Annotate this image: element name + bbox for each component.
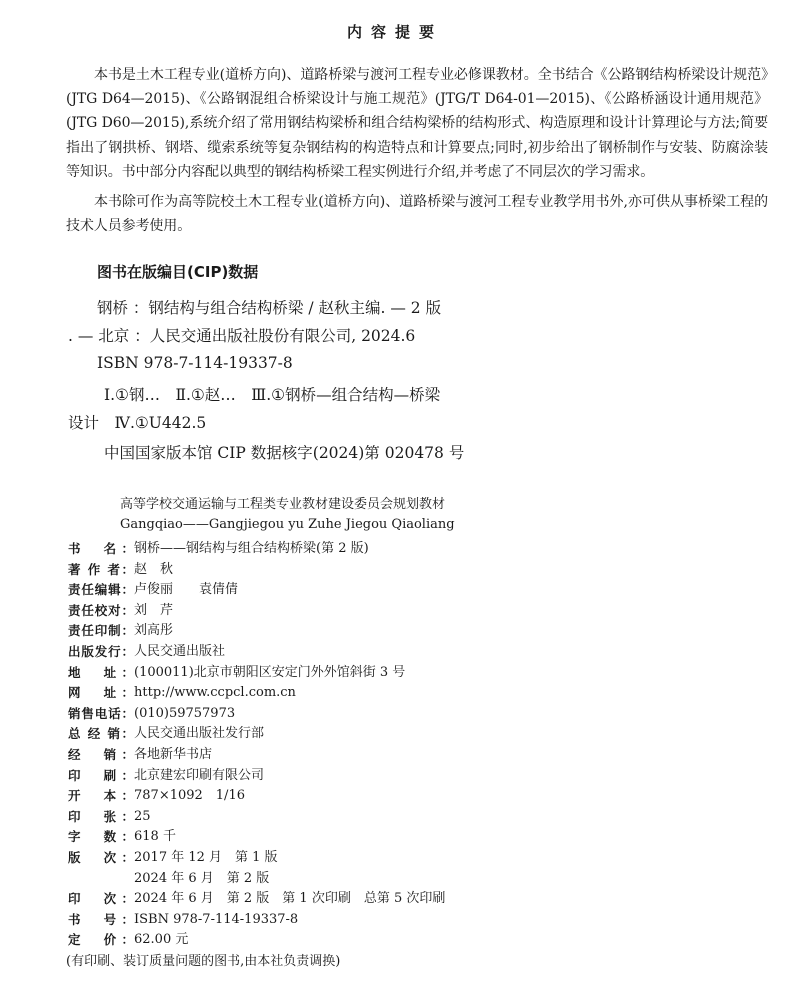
info-value: 刘高彤: [134, 623, 174, 639]
info-value: http://www.ccpcl.com.cn: [134, 685, 296, 701]
info-value: 62.00 元: [134, 932, 189, 948]
info-label: [68, 871, 134, 887]
info-row: [68, 871, 269, 887]
info-label: 版 次：: [68, 850, 134, 865]
info-row: [68, 706, 235, 722]
info-value: 卢俊丽 袁倩倩: [134, 582, 239, 598]
info-value: (100011)北京市朝阳区安定门外外馆斜街 3 号: [134, 664, 406, 680]
info-value: ISBN 978-7-114-19337-8: [134, 911, 299, 927]
info-label: 印 刷：: [68, 767, 134, 783]
info-value: 2024 年 6 月 第 2 版 第 1 次印刷 总第 5 次印刷: [134, 891, 446, 907]
info-label: 书 号：: [68, 911, 134, 927]
info-value: 2017 年 12 月 第 1 版: [134, 850, 278, 865]
info-value: 787×1092 1/16: [134, 788, 245, 804]
cip-heading: 图书在版编目(CIP)数据: [97, 263, 259, 281]
info-value: 赵 秋: [134, 561, 174, 577]
cip-record-number: 中国国家版本馆 CIP 数据核字(2024)第 020478 号: [104, 444, 465, 462]
page-title: 内容提要: [346, 23, 443, 41]
summary-section: [66, 63, 768, 238]
info-label: 开 本：: [68, 788, 134, 804]
info-value: 人民交通出版社: [134, 644, 226, 659]
info-row: [68, 541, 369, 557]
info-row: [68, 747, 212, 763]
info-row: [68, 788, 245, 804]
info-row: [68, 726, 264, 742]
summary-paragraph: 本书除可作为高等院校土木工程专业(道桥方向)、道路桥梁与渡河工程专业教学用书外,亦可供从事桥梁工程的技术人员参考使用。: [66, 194, 768, 235]
cip-classification-cont: 设计 Ⅳ.①U442.5: [68, 414, 207, 432]
info-row: [68, 891, 445, 907]
info-row: [68, 912, 298, 928]
info-label: 印 张：: [68, 808, 134, 824]
info-label: 责任校对：: [68, 602, 134, 618]
info-label: 责任印制：: [68, 623, 134, 639]
quality-note: (有印刷、装订质量问题的图书,由本社负责调换): [66, 954, 341, 969]
info-row: [68, 829, 176, 845]
cip-classification: Ⅰ.①钢… Ⅱ.①赵… Ⅲ.①钢桥—组合结构—桥梁: [104, 386, 441, 404]
info-label: 销售电话：: [68, 705, 134, 721]
info-row: [68, 932, 188, 948]
cip-isbn: ISBN 978-7-114-19337-8: [97, 354, 293, 372]
info-value: 钢桥——钢结构与组合结构桥梁(第 2 版): [134, 541, 369, 556]
info-label: 书 名：: [68, 541, 134, 556]
info-label: 责任编辑：: [68, 582, 134, 598]
summary-paragraph: 本书是土木工程专业(道桥方向)、道路桥梁与渡河工程专业必修课教材。全书结合《公路钢结构桥梁设计规范》(JTG D64—2015)、《公路钢混组合桥梁设计与施工规范》(JTG/T D64-01—2015)、《公路桥涵设计通用规范》(JTG D60—2015),系统介绍了常用钢结构梁桥和组合结构梁桥的结构形式、构造原理和设计计算理论与方法;简要指出了钢拱桥、钢塔、缆索系统等复杂钢结构的构造特点和计算要点;同时,初步给出了钢桥制作与安装、防腐涂装等知识。书中部分内容配以典型的钢结构桥梁工程实例进行介绍,并考虑了不同层次的学习需求。: [66, 67, 768, 180]
pinyin-title: Gangqiao——Gangjiegou yu Zuhe Jiegou Qiaoliang: [120, 517, 455, 532]
info-row: [68, 603, 173, 619]
info-label: 著 作 者：: [68, 561, 134, 577]
info-value: 各地新华书店: [134, 747, 213, 762]
info-label: 总 经 销：: [68, 726, 134, 742]
info-label: 经 销：: [68, 747, 134, 762]
info-row: [68, 768, 264, 784]
info-label: 出版发行：: [68, 644, 134, 659]
info-row: [68, 644, 225, 660]
info-row: [68, 582, 238, 598]
info-label: 地 址：: [68, 664, 134, 680]
info-row: [68, 850, 278, 866]
info-value: 刘 芹: [134, 602, 174, 618]
info-row: [68, 623, 173, 639]
cip-title-line: 钢桥 ：钢结构与组合结构桥梁 / 赵秋主编. — 2 版: [97, 299, 442, 317]
info-row: [68, 685, 296, 701]
cip-publisher-line: . — 北京 ：人民交通出版社股份有限公司, 2024.6: [68, 327, 416, 345]
info-value: 2024 年 6 月 第 2 版: [134, 870, 270, 886]
series-name: 高等学校交通运输与工程类专业教材建设委员会规划教材: [120, 497, 446, 512]
info-label: 网 址：: [68, 685, 134, 701]
info-row: [68, 562, 173, 578]
info-value: (010)59757973: [134, 705, 236, 721]
info-label: 印 次：: [68, 891, 134, 907]
info-value: 618 千: [134, 829, 176, 845]
info-value: 人民交通出版社发行部: [134, 726, 265, 742]
info-value: 25: [134, 808, 151, 824]
info-label: 字 数：: [68, 829, 134, 845]
info-row: [68, 809, 151, 825]
info-label: 定 价：: [68, 932, 134, 948]
info-value: 北京建宏印刷有限公司: [134, 767, 265, 783]
info-row: [68, 665, 405, 681]
